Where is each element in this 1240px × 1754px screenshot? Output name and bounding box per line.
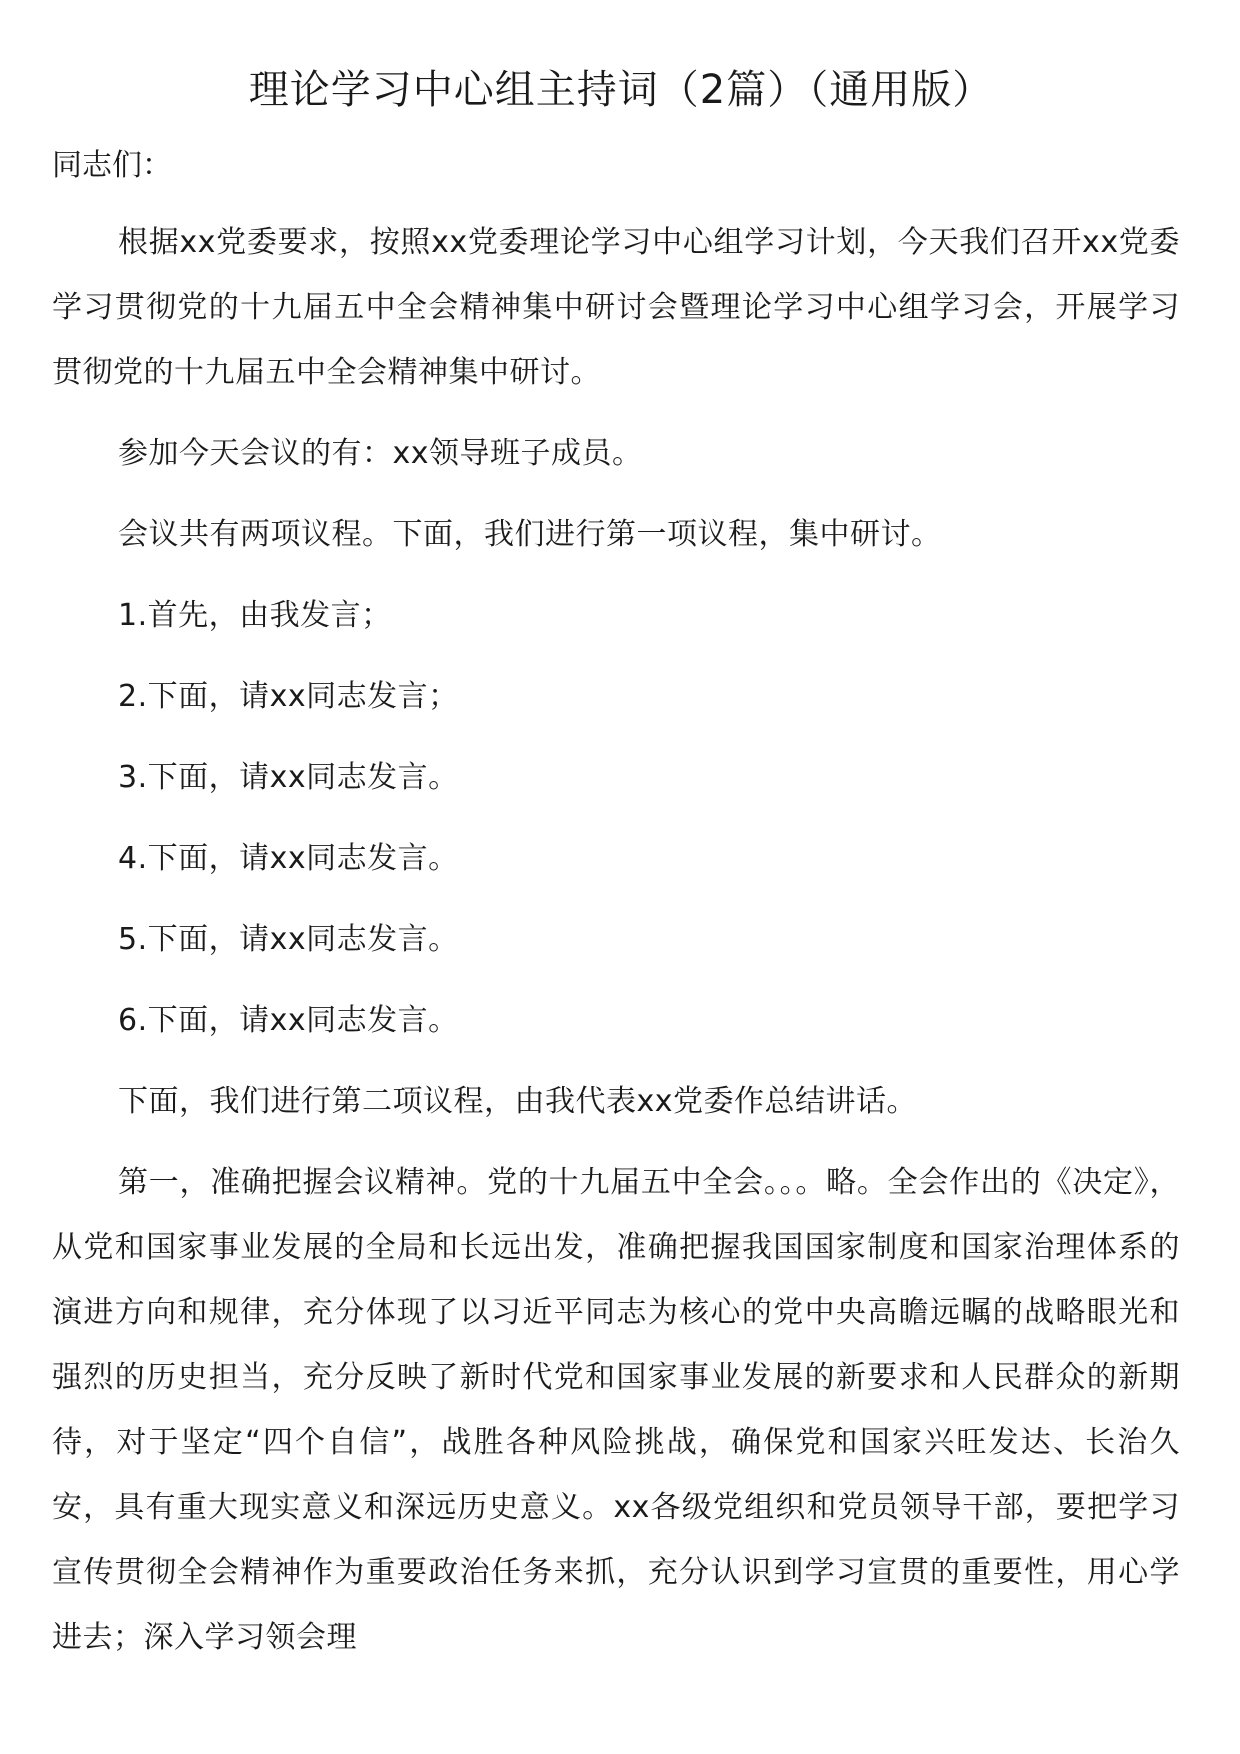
agenda-item: 5.下面，请xx同志发言。 (118, 922, 459, 957)
agenda-item: 4.下面，请xx同志发言。 (118, 841, 459, 876)
agenda-item: 3.下面，请xx同志发言。 (118, 760, 459, 795)
agenda-paragraph: 会议共有两项议程。下面，我们进行第一项议程，集中研讨。 (118, 517, 942, 552)
agenda-item: 2.下面，请xx同志发言； (118, 679, 459, 714)
document-body (52, 140, 1180, 1670)
agenda-item: 1.首先，由我发言； (118, 598, 392, 633)
agenda-item: 6.下面，请xx同志发言。 (118, 1003, 459, 1038)
document-title: 理论学习中心组主持词（2篇）（通用版） (248, 67, 994, 113)
salutation: 同志们： (52, 148, 172, 183)
intro-paragraph: 根据xx党委要求，按照xx党委理论学习中心组学习计划，今天我们召开xx党委学习贯彻党的十九届五中全会精神集中研讨会暨理论学习中心组学习会，开展学习贯彻党的十九届五中全会精神集中研讨。 (52, 225, 1180, 390)
second-agenda-paragraph: 下面，我们进行第二项议程，由我代表xx党委作总结讲话。 (118, 1084, 918, 1119)
attendees-paragraph: 参加今天会议的有：xx领导班子成员。 (118, 436, 643, 471)
summary-paragraph: 第一，准确把握会议精神。党的十九届五中全会。。。略。全会作出的《决定》，从党和国家事业发展的全局和长远出发，准确把握我国国家制度和国家治理体系的演进方向和规律，充分体现了以习近平同志为核心的党中央高瞻远瞩的战略眼光和强烈的历史担当，充分反映了新时代党和国家事业发展的新要求和人民群众的新期待，对于坚定“四个自信”，战胜各种风险挑战，确保党和国家兴旺发达、长治久安，具有重大现实意义和深远历史意义。xx各级党组织和党员领导干部，要把学习宣传贯彻全会精神作为重要政治任务来抓，充分认识到学习宣贯的重要性，用心学进去；深入学习领会理 (52, 1165, 1180, 1655)
